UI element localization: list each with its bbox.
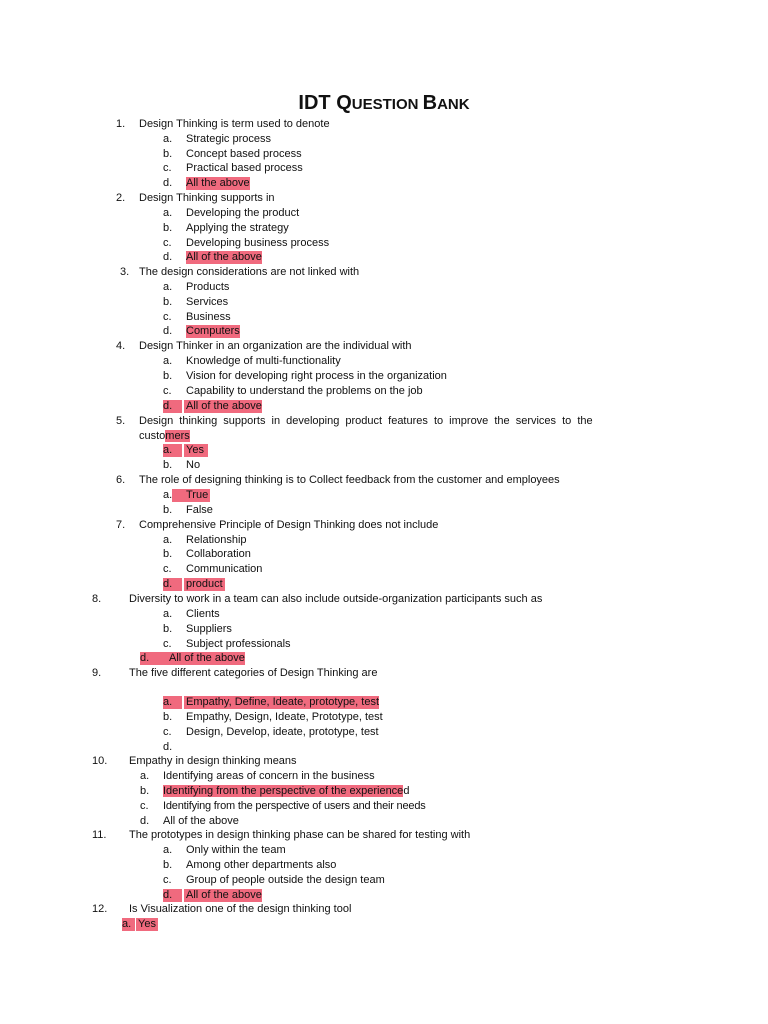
option-text: Strategic process <box>186 133 271 145</box>
option-letter: b. <box>163 711 173 723</box>
option-letter: a. <box>140 770 150 782</box>
option-text: Suppliers <box>186 623 232 635</box>
option-text: Identifying from the perspective of users and their needs <box>163 800 426 812</box>
title-part: UESTION <box>351 96 423 113</box>
option-text: Empathy, Design, Ideate, Prototype, test <box>186 711 383 723</box>
option-letter: b. <box>163 370 173 382</box>
option-text: Identifying areas of concern in the business <box>163 770 375 782</box>
text-fragment: custo <box>139 430 166 442</box>
option-letter: a. <box>163 355 173 367</box>
option-text: Capability to understand the problems on the job <box>186 385 423 397</box>
option-text: Developing the product <box>186 207 300 219</box>
answer-highlight: a. <box>163 444 182 457</box>
option-letter: c. <box>163 162 172 174</box>
question-number: 8. <box>92 593 102 605</box>
option-letter: b. <box>163 504 173 516</box>
question-number: 9. <box>92 667 102 679</box>
question-text: Design Thinker in an organization are the individual with <box>139 340 412 352</box>
answer-highlight: Yes <box>184 444 208 457</box>
question-text: The five different categories of Design Thinking are <box>129 667 378 679</box>
question-text: Is Visualization one of the design thinking tool <box>129 903 352 915</box>
option-text: Developing business process <box>186 237 330 249</box>
option-letter: a. <box>163 608 173 620</box>
option-letter: a. <box>163 534 173 546</box>
option-letter: b. <box>140 785 150 797</box>
option-letter: b. <box>163 148 173 160</box>
option-text: Concept based process <box>186 148 302 160</box>
option-text <box>163 785 409 798</box>
option-text: Applying the strategy <box>186 222 289 234</box>
question-number: 12. <box>92 903 108 915</box>
option-text: Among other departments also <box>186 859 337 871</box>
option-letter: a. <box>163 281 173 293</box>
option-letter: a. <box>163 133 173 145</box>
question-text: Design Thinking supports in <box>139 192 275 204</box>
question-text: Empathy in design thinking means <box>129 755 297 767</box>
answer-highlight: Empathy, Define, Ideate, prototype, test <box>186 696 380 708</box>
option-text: Clients <box>186 608 220 620</box>
option-text: False <box>186 504 213 516</box>
option-text: Communication <box>186 563 263 575</box>
option-letter: d. <box>140 815 150 827</box>
question-number: 3. <box>120 266 130 278</box>
option-letter: d. <box>163 251 173 263</box>
option-text: Collaboration <box>186 548 251 560</box>
text-fragment: d <box>403 785 410 797</box>
answer-highlight: mers <box>165 430 190 442</box>
option-text: Only within the team <box>186 844 286 856</box>
option-text: Knowledge of multi-functionality <box>186 355 341 367</box>
option-letter: c. <box>163 726 172 738</box>
option-text: No <box>186 459 201 471</box>
answer-highlight: Computers <box>186 325 240 337</box>
answer-highlight: All the above <box>186 177 250 189</box>
option-text: Relationship <box>186 534 247 546</box>
option-text: Practical based process <box>186 162 303 174</box>
title-part: ANK <box>437 96 470 113</box>
option-letter: c. <box>163 311 172 323</box>
answer-highlight: Yes <box>138 918 156 930</box>
question-number: 4. <box>116 340 126 352</box>
answer-highlight: d. <box>140 652 169 665</box>
answer-highlight: product <box>186 578 223 590</box>
option-letter: c. <box>163 385 172 397</box>
question-text: Design Thinking is term used to denote <box>139 118 330 130</box>
option-letter: b. <box>163 859 173 871</box>
option-text: Design, Develop, ideate, prototype, test <box>186 726 379 738</box>
answer-highlight: a. <box>122 918 135 931</box>
option-text: Vision for developing right process in the organization <box>186 370 447 382</box>
option-letter: c. <box>163 237 172 249</box>
option-letter: c. <box>163 874 172 886</box>
question-number: 2. <box>116 192 126 204</box>
option-letter: c. <box>163 563 172 575</box>
option-letter: b. <box>163 459 173 471</box>
option-letter: a. <box>163 489 173 501</box>
option-text: Services <box>186 296 229 308</box>
answer-highlight: All of the above <box>186 251 262 263</box>
option-letter: a. <box>163 207 173 219</box>
option-letter: a. <box>163 844 173 856</box>
option-text: Business <box>186 311 231 323</box>
question-number: 10. <box>92 755 108 767</box>
option-letter: b. <box>163 296 173 308</box>
answer-highlight: All of the above <box>186 889 262 901</box>
option-letter: d. <box>163 177 173 189</box>
answer-highlight: All of the above <box>166 652 245 665</box>
option-letter: d. <box>163 741 173 753</box>
option-text: Products <box>186 281 230 293</box>
answer-highlight: d. <box>163 578 182 591</box>
option-letter: c. <box>140 800 149 812</box>
question-number: 5. <box>116 415 126 427</box>
page-title <box>0 92 768 115</box>
option-text: Group of people outside the design team <box>186 874 385 886</box>
question-text-continued <box>139 430 190 443</box>
option-letter: b. <box>163 548 173 560</box>
answer-highlight: All of the above <box>186 400 262 412</box>
answer-highlight: d. <box>163 400 182 413</box>
answer-highlight: d. <box>163 889 182 902</box>
title-part: IDT Q <box>298 92 352 114</box>
question-number: 1. <box>116 118 126 130</box>
answer-highlight: True <box>172 489 210 502</box>
question-text: The design considerations are not linked with <box>139 266 360 278</box>
question-text: The role of designing thinking is to Collect feedback from the customer and employees <box>139 474 560 486</box>
question-text: Diversity to work in a team can also include outside-organization participants such as <box>129 593 543 605</box>
question-number: 6. <box>116 474 126 486</box>
question-text: The prototypes in design thinking phase can be shared for testing with <box>129 829 471 841</box>
answer-highlight: a. <box>163 696 182 709</box>
option-letter: b. <box>163 623 173 635</box>
question-number: 11. <box>92 829 107 841</box>
answer-highlight: Identifying from the perspective of the experience <box>163 785 404 797</box>
question-text: Design thinking supports in developing product features to improve the services to the <box>139 415 593 427</box>
option-letter: b. <box>163 222 173 234</box>
question-text: Comprehensive Principle of Design Thinking does not include <box>139 519 439 531</box>
option-text: All of the above <box>163 815 239 827</box>
option-text: Subject professionals <box>186 638 291 650</box>
question-number: 7. <box>116 519 126 531</box>
option-letter: d. <box>163 325 173 337</box>
option-letter: c. <box>163 638 172 650</box>
title-part: B <box>422 92 438 114</box>
